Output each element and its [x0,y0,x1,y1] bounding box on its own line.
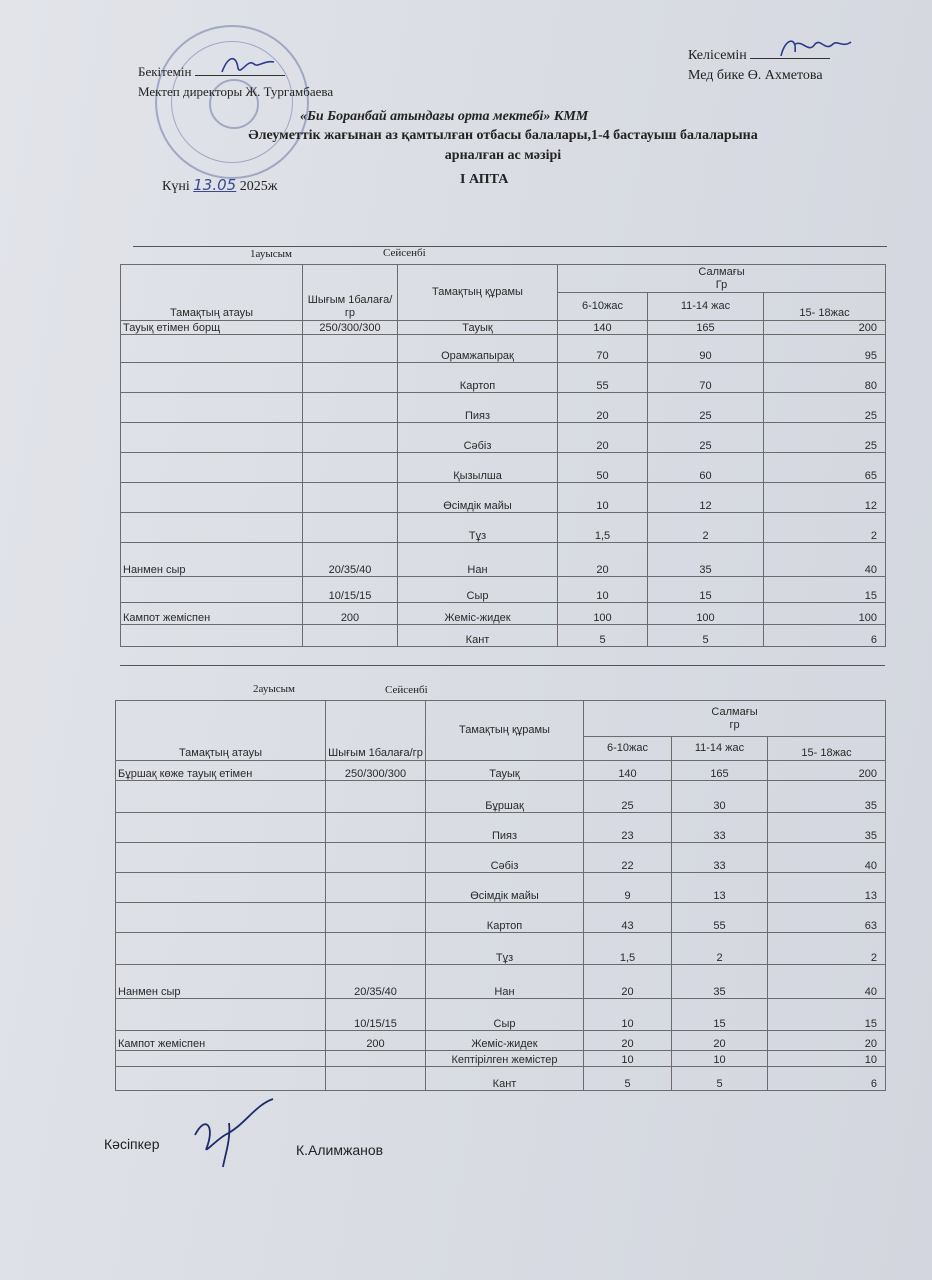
output-cell: 20/35/40 [303,543,398,577]
col-age-15-18: 15- 18жас [764,293,886,321]
weight-15-18-cell: 40 [768,843,886,873]
weight-6-10-cell: 10 [584,999,672,1031]
weight-6-10-cell: 22 [584,843,672,873]
weight-15-18-cell: 200 [764,321,886,335]
col-age-11-14: 11-14 жас [672,737,768,761]
week-label: I АПТА [460,172,509,187]
weight-6-10-cell: 1,5 [584,933,672,965]
weight-6-10-cell: 5 [584,1067,672,1091]
table-row [121,423,886,453]
ingredient-cell: Бұршақ [426,781,584,813]
table-row [116,933,886,965]
weight-11-14-cell: 55 [672,903,768,933]
entrepreneur-name: К.Алимжанов [296,1142,384,1158]
weight-11-14-cell: 25 [648,393,764,423]
date-year: 2025ж [239,179,278,194]
ingredient-cell: Пияз [426,813,584,843]
weight-15-18-cell: 2 [768,933,886,965]
output-cell [303,393,398,423]
dish-cell [116,843,326,873]
table-row [116,965,886,999]
weight-15-18-cell: 12 [764,483,886,513]
table-row [116,843,886,873]
dish-cell [121,513,303,543]
director-name: Мектеп директоры Ж. Тургамбаева [138,84,334,99]
weight-6-10-cell: 140 [558,321,648,335]
dish-cell [121,483,303,513]
output-cell [303,423,398,453]
shift2-menu-table [115,700,886,1091]
table-row [116,1051,886,1067]
weight-11-14-cell: 100 [648,603,764,625]
weight-11-14-cell: 35 [648,543,764,577]
col-age-15-18: 15- 18жас [768,737,886,761]
col-weight-header [584,701,886,737]
dish-cell [121,625,303,647]
col-dish: Тамақтың атауы [116,701,326,761]
dish-cell [116,903,326,933]
ingredient-cell: Өсімдік майы [426,873,584,903]
weight-6-10-cell: 1,5 [558,513,648,543]
table-row [121,603,886,625]
weight-15-18-cell: 95 [764,335,886,363]
ingredient-cell: Тауық [398,321,558,335]
output-cell [303,483,398,513]
entrepreneur-signature [185,1095,280,1175]
weight-11-14-cell: 30 [672,781,768,813]
menu-title-line1: Әлеуметтік жағынан аз қамтылған отбасы балалары,1-4 бастауыш балаларына [248,128,758,143]
weight-11-14-cell: 33 [672,813,768,843]
dish-cell: Бұршақ көже тауық етімен [116,761,326,781]
weight-15-18-cell: 15 [764,577,886,603]
table-row [121,453,886,483]
weight-15-18-cell: 20 [768,1031,886,1051]
dish-cell: Нанмен сыр [121,543,303,577]
ingredient-cell: Сәбіз [426,843,584,873]
output-cell [303,513,398,543]
weight-11-14-cell: 165 [648,321,764,335]
weight-11-14-cell: 15 [648,577,764,603]
ingredient-cell: Өсімдік майы [398,483,558,513]
col-age-6-10: 6-10жас [584,737,672,761]
output-cell [303,335,398,363]
table-row [116,813,886,843]
output-cell [326,933,426,965]
weight-11-14-cell: 70 [648,363,764,393]
dish-cell: Кампот жеміспен [121,603,303,625]
table-row [116,903,886,933]
ingredient-cell: Орамжапырақ [398,335,558,363]
output-cell [303,625,398,647]
menu-title-line2: арналған ас мәзірі [444,148,562,163]
table-row [121,625,886,647]
weight-6-10-cell: 9 [584,873,672,903]
weight-6-10-cell: 20 [558,543,648,577]
weight-11-14-cell: 35 [672,965,768,999]
weight-15-18-cell: 100 [764,603,886,625]
weight-6-10-cell: 100 [558,603,648,625]
ingredient-cell: Сыр [398,577,558,603]
col-ingredients: Тамақтың құрамы [426,701,584,761]
dish-cell [121,393,303,423]
dish-cell [121,577,303,603]
output-cell [326,1067,426,1091]
weight-11-14-cell: 90 [648,335,764,363]
nurse-name: Мед бике Ө. Ахметова [688,68,823,83]
weight-6-10-cell: 55 [558,363,648,393]
weight-15-18-cell: 65 [764,453,886,483]
weight-6-10-cell: 10 [584,1051,672,1067]
weight-6-10-cell: 10 [558,483,648,513]
weight-11-14-cell: 20 [672,1031,768,1051]
weight-15-18-cell: 63 [768,903,886,933]
dish-cell [121,363,303,393]
ingredient-cell: Сыр [426,999,584,1031]
weight-11-14-cell: 12 [648,483,764,513]
weight-15-18-cell: 35 [768,813,886,843]
ingredient-cell: Жеміс-жидек [426,1031,584,1051]
weight-11-14-cell: 13 [672,873,768,903]
weight-15-18-cell: 80 [764,363,886,393]
weight-6-10-cell: 70 [558,335,648,363]
dish-cell [116,1051,326,1067]
weight-6-10-cell: 23 [584,813,672,843]
weight-11-14-cell: 2 [648,513,764,543]
ingredient-cell: Тұз [398,513,558,543]
dish-cell [116,873,326,903]
weight-15-18-cell: 200 [768,761,886,781]
output-cell [326,873,426,903]
table-row [116,761,886,781]
table-row [121,513,886,543]
ingredient-cell: Нан [398,543,558,577]
weight-15-18-cell: 25 [764,423,886,453]
dish-cell [121,453,303,483]
col-output: Шығым 1балаға/гр [326,701,426,761]
ingredient-cell: Тауық [426,761,584,781]
weight-11-14-cell: 15 [672,999,768,1031]
shift1-name: 1ауысым [250,248,292,260]
output-cell [303,453,398,483]
weight-11-14-cell: 5 [648,625,764,647]
weight-11-14-cell: 2 [672,933,768,965]
ingredient-cell: Сәбіз [398,423,558,453]
output-cell: 250/300/300 [326,761,426,781]
table-row [121,543,886,577]
weight-11-14-cell: 165 [672,761,768,781]
dish-cell: Нанмен сыр [116,965,326,999]
dish-cell [116,999,326,1031]
weight-15-18-cell: 2 [764,513,886,543]
table-row [121,483,886,513]
ingredient-cell: Пияз [398,393,558,423]
output-cell: 200 [326,1031,426,1051]
output-cell [326,903,426,933]
weight-6-10-cell: 5 [558,625,648,647]
col-weight-unit: Гр [715,278,728,291]
weight-6-10-cell: 140 [584,761,672,781]
shift2-caption-bar [120,665,885,666]
weight-11-14-cell: 33 [672,843,768,873]
weight-11-14-cell: 10 [672,1051,768,1067]
ingredient-cell: Кант [398,625,558,647]
ingredient-cell: Жеміс-жидек [398,603,558,625]
ingredient-cell: Нан [426,965,584,999]
dish-cell [116,781,326,813]
col-weight: Салмағы [698,265,745,278]
table-row [116,781,886,813]
weight-11-14-cell: 60 [648,453,764,483]
col-weight-header [558,265,886,293]
weight-15-18-cell: 10 [768,1051,886,1067]
output-cell: 200 [303,603,398,625]
table-row [116,1031,886,1051]
date-line [162,176,277,195]
weight-6-10-cell: 20 [558,393,648,423]
table-row [121,393,886,423]
shift1-day: Сейсенбі [383,247,426,259]
weight-6-10-cell: 20 [558,423,648,453]
weight-15-18-cell: 6 [768,1067,886,1091]
nurse-signature [775,30,855,64]
agree-label: Келісемін [688,48,747,63]
col-age-11-14: 11-14 жас [648,293,764,321]
table-row [116,873,886,903]
ingredient-cell: Тұз [426,933,584,965]
weight-15-18-cell: 35 [768,781,886,813]
weight-11-14-cell: 5 [672,1067,768,1091]
ingredient-cell: Картоп [426,903,584,933]
weight-15-18-cell: 15 [768,999,886,1031]
ingredient-cell: Кептірілген жемістер [426,1051,584,1067]
weight-11-14-cell: 25 [648,423,764,453]
shift1-menu-table [120,264,886,647]
dish-cell [116,813,326,843]
ingredient-cell: Кант [426,1067,584,1091]
weight-15-18-cell: 40 [764,543,886,577]
weight-15-18-cell: 6 [764,625,886,647]
col-age-6-10: 6-10жас [558,293,648,321]
dish-cell: Тауық етімен борщ [121,321,303,335]
dish-cell: Кампот жеміспен [116,1031,326,1051]
dish-cell [116,1067,326,1091]
weight-6-10-cell: 50 [558,453,648,483]
director-signature [218,50,278,80]
ingredient-cell: Картоп [398,363,558,393]
output-cell: 10/15/15 [326,999,426,1031]
shift2-name: 2ауысым [253,683,295,695]
date-label: Күні [162,179,190,194]
table-row [116,1067,886,1091]
output-cell [326,1051,426,1067]
col-ingredients: Тамақтың құрамы [398,265,558,321]
output-cell: 10/15/15 [303,577,398,603]
weight-15-18-cell: 13 [768,873,886,903]
col-weight-unit: гр [729,718,740,731]
entrepreneur-label: Кәсіпкер [104,1136,160,1152]
weight-6-10-cell: 10 [558,577,648,603]
col-output: Шығым 1балаға/гр [303,265,398,321]
weight-15-18-cell: 25 [764,393,886,423]
weight-15-18-cell: 40 [768,965,886,999]
shift2-day: Сейсенбі [385,684,428,696]
weight-6-10-cell: 25 [584,781,672,813]
col-weight: Салмағы [711,705,758,718]
school-name: «Би Боранбай атындағы орта мектебі» КММ [300,109,589,124]
weight-6-10-cell: 20 [584,1031,672,1051]
output-cell [326,843,426,873]
approve-label: Бекітемін [138,64,192,79]
output-cell: 250/300/300 [303,321,398,335]
weight-6-10-cell: 20 [584,965,672,999]
date-value: 13.05 [193,176,237,194]
dish-cell [121,423,303,453]
output-cell: 20/35/40 [326,965,426,999]
output-cell [326,813,426,843]
shift1-caption-bar [133,246,887,247]
table-row [121,321,886,335]
output-cell [326,781,426,813]
col-dish: Тамақтың атауы [121,265,303,321]
ingredient-cell: Қызылша [398,453,558,483]
dish-cell [121,335,303,363]
output-cell [303,363,398,393]
dish-cell [116,933,326,965]
weight-6-10-cell: 43 [584,903,672,933]
table-row [116,999,886,1031]
table-row [121,335,886,363]
table-row [121,363,886,393]
table-row [121,577,886,603]
